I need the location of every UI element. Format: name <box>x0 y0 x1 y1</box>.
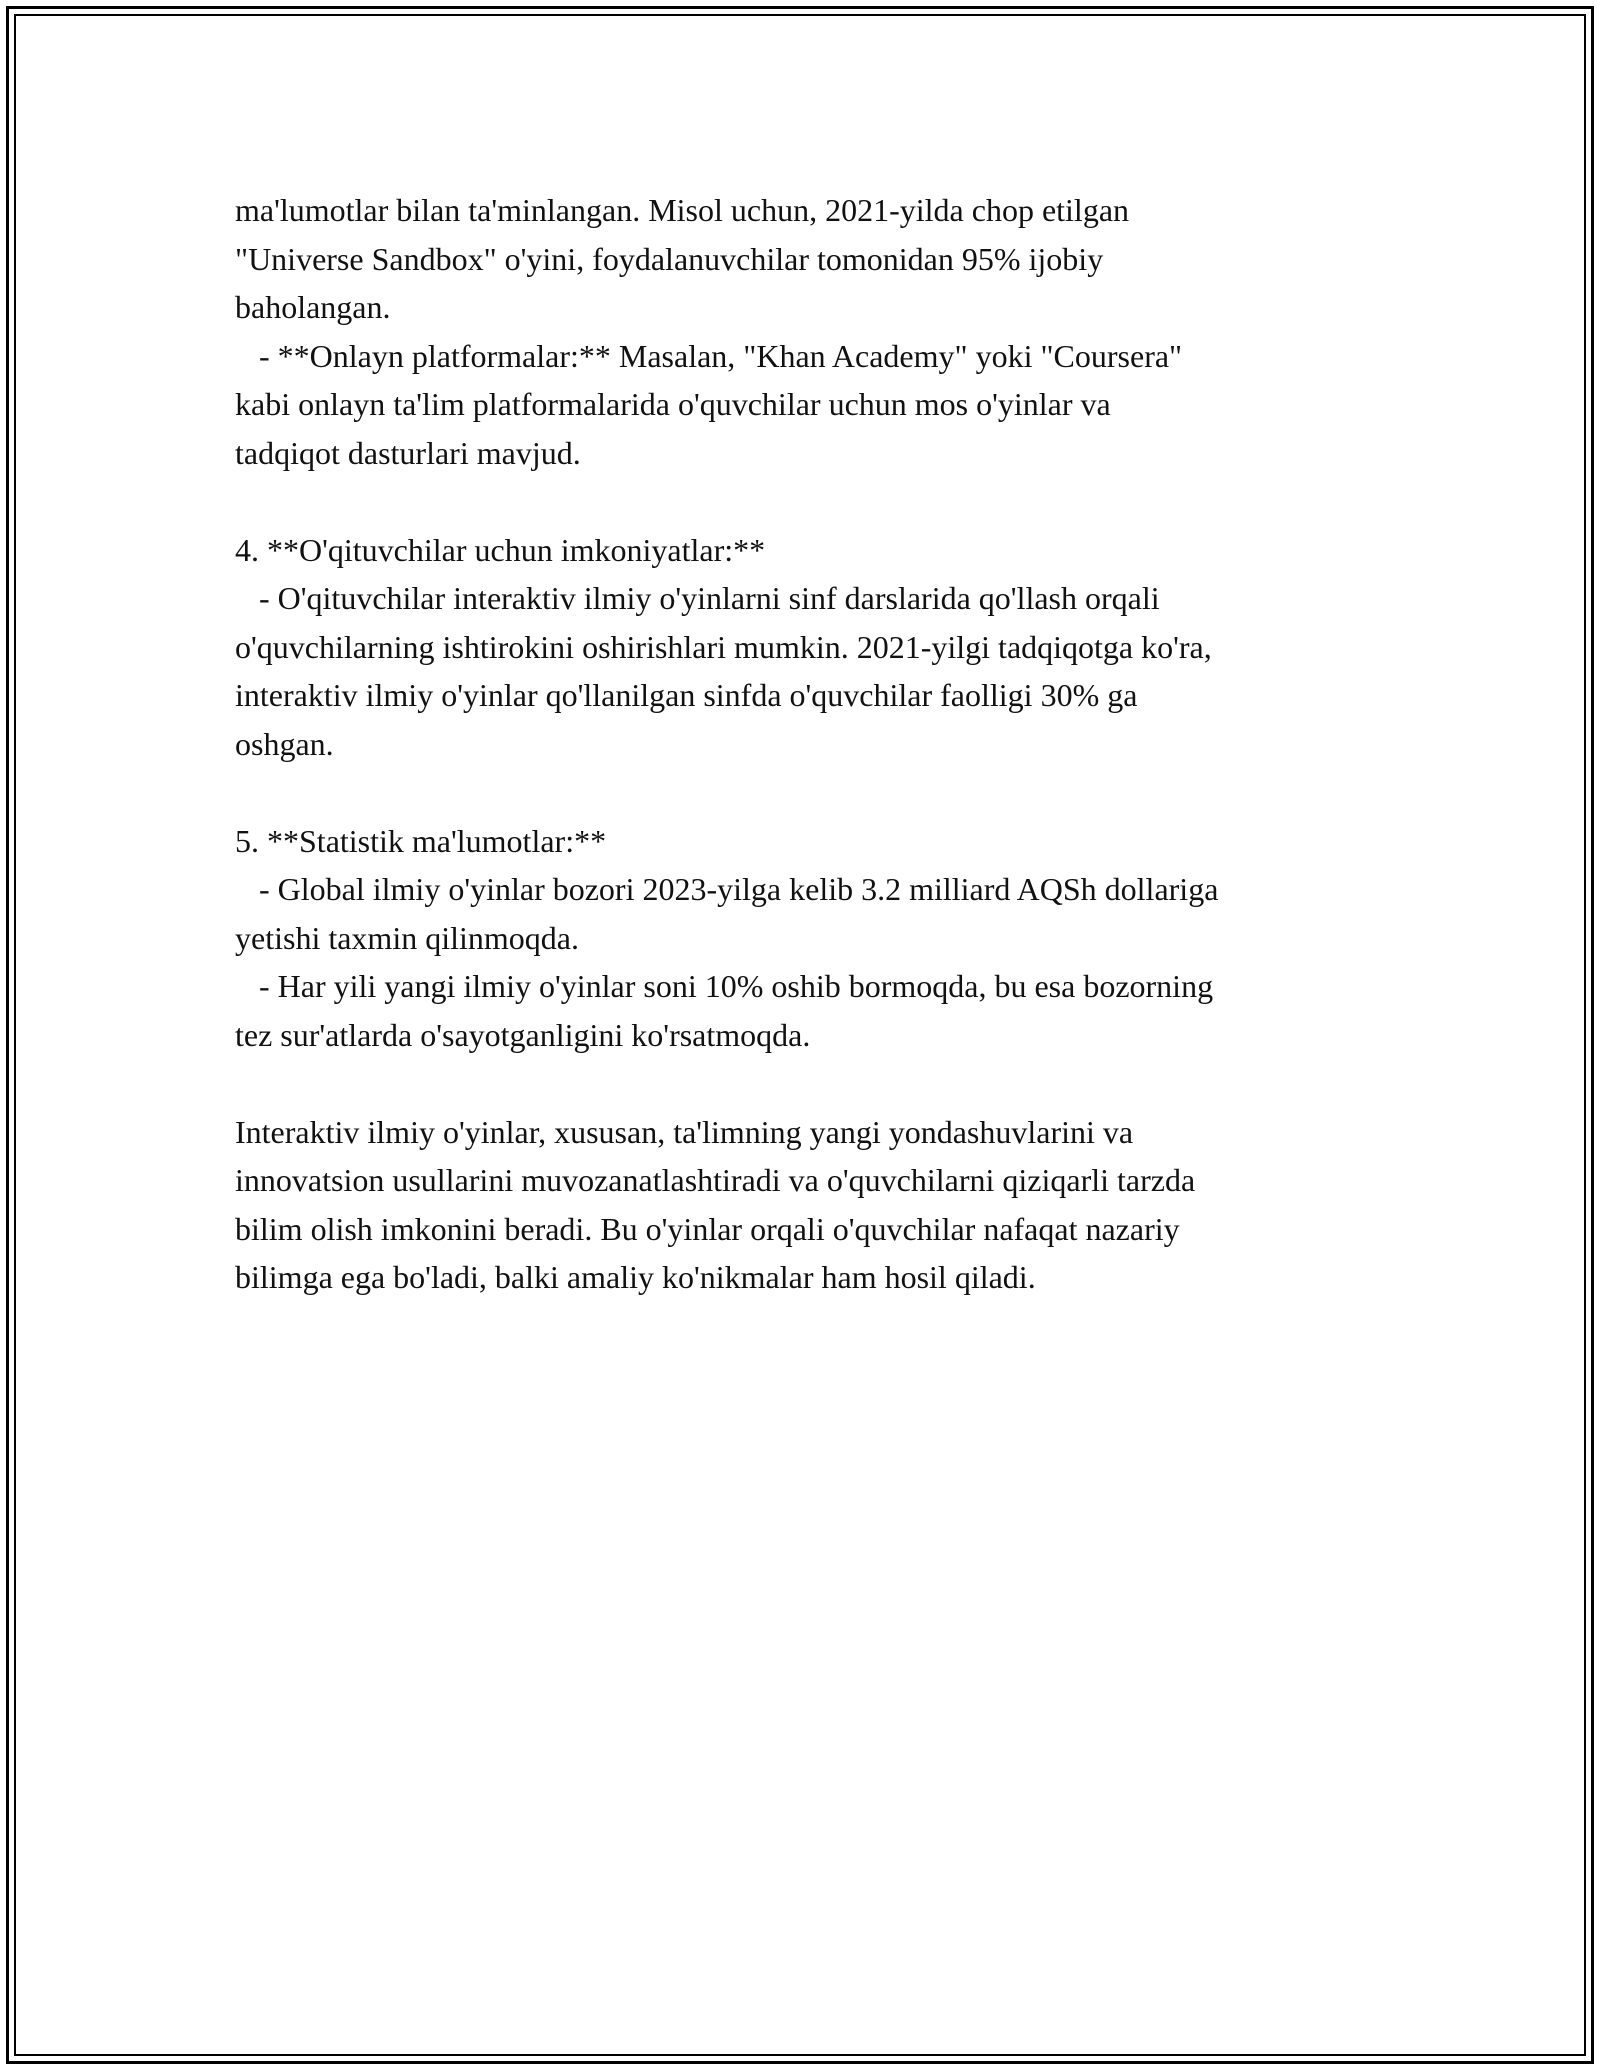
text-line: yetishi taxmin qilinmoqda. <box>235 919 579 956</box>
text-line: - **Onlayn platformalar:** Masalan, "Khan Academy" yoki "Coursera" <box>235 337 1183 374</box>
text-line: ma'lumotlar bilan ta'minlangan. Misol uchun, 2021-yilda chop etilgan <box>235 192 1130 228</box>
text-line: Interaktiv ilmiy o'yinlar, xususan, ta'limning yangi yondashuvlarini va <box>235 1113 1134 1150</box>
text-line: "Universe Sandbox" o'yini, foydalanuvchilar tomonidan 95% ijobiy <box>235 240 1104 277</box>
paragraph-gap <box>235 477 1395 526</box>
paragraph-gap <box>235 768 1395 817</box>
text-line: interaktiv ilmiy o'yinlar qo'llanilgan sinfda o'quvchilar faolligi 30% ga <box>235 677 1138 713</box>
section-heading: 5. **Statistik ma'lumotlar:** <box>235 822 607 859</box>
text-line: - O'qituvchilar interaktiv ilmiy o'yinlarni sinf darslarida qo'llash orqali <box>235 580 1160 616</box>
text-line: kabi onlayn ta'lim platformalarida o'quvchilar uchun mos o'yinlar va <box>235 386 1111 422</box>
text-line: tez sur'atlarda o'sayotganligini ko'rsatmoqda. <box>235 1016 811 1053</box>
text-line: bilim olish imkonini beradi. Bu o'yinlar orqali o'quvchilar nafaqat nazariy <box>235 1210 1180 1247</box>
text-line: - Har yili yangi ilmiy o'yinlar soni 10% oshib bormoqda, bu esa bozorning <box>235 968 1214 1004</box>
section-heading: 4. **O'qituvchilar uchun imkoniyatlar:** <box>235 531 766 568</box>
text-line: o'quvchilarning ishtirokini oshirishlari mumkin. 2021-yilgi tadqiqotga ko'ra, <box>235 628 1212 665</box>
text-line: bilimga ega bo'ladi, balki amaliy ko'nikmalar ham hosil qiladi. <box>235 1259 1036 1295</box>
text-line: baholangan. <box>235 289 391 325</box>
text-line: tadqiqot dasturlari mavjud. <box>235 434 581 471</box>
paragraph-gap <box>235 1059 1395 1108</box>
text-line: oshgan. <box>235 725 334 762</box>
document-body <box>235 186 1395 1302</box>
text-line: - Global ilmiy o'yinlar bozori 2023-yilga kelib 3.2 milliard AQSh dollariga <box>235 871 1219 907</box>
text-line: innovatsion usullarini muvozanatlashtiradi va o'quvchilarni qiziqarli tarzda <box>235 1162 1196 1198</box>
